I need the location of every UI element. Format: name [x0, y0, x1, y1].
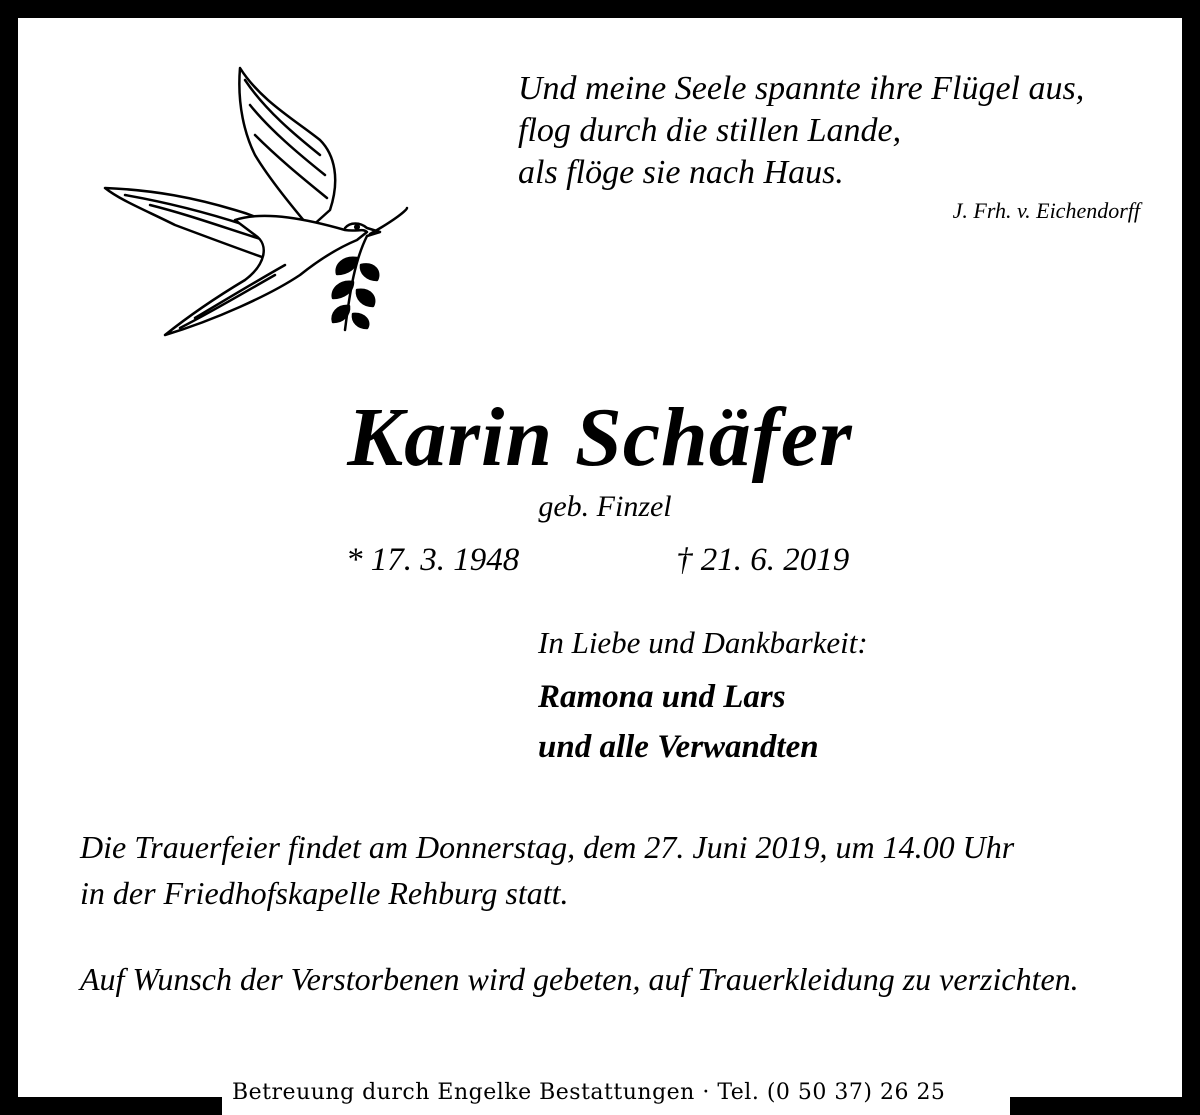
- quote: [518, 68, 1158, 194]
- quote-line: Und meine Seele spannte ihre Flügel aus,: [518, 70, 1085, 107]
- service-line: in der Friedhofskapelle Rehburg statt.: [80, 875, 569, 911]
- quote-author: J. Frh. v. Eichendorff: [952, 198, 1140, 223]
- border-right: [1182, 0, 1200, 1115]
- funeral-home-footer: Betreuung durch Engelke Bestattungen · Tel. (0 50 37) 26 25: [232, 1080, 946, 1105]
- border-bottom-left: [0, 1097, 222, 1115]
- birth-date: * 17. 3. 1948: [346, 542, 520, 578]
- mourner-line: Ramona und Lars: [538, 679, 786, 715]
- mourners-intro: In Liebe und Dankbarkeit:: [538, 625, 868, 660]
- mourners-names: [538, 672, 819, 772]
- deceased-name: Karin Schäfer: [347, 391, 853, 484]
- clothing-request: Auf Wunsch der Verstorbenen wird gebeten, auf Trauerkleidung zu verzichten.: [80, 961, 1079, 997]
- mourner-line: und alle Verwandten: [538, 729, 819, 765]
- border-bottom-right: [1010, 1097, 1200, 1115]
- service-line: Die Trauerfeier findet am Donnerstag, dem 27. Juni 2019, um 14.00 Uhr: [80, 829, 1015, 865]
- border-left: [0, 0, 18, 1115]
- quote-line: als flöge sie nach Haus.: [518, 154, 844, 191]
- quote-line: flog durch die stillen Lande,: [518, 112, 902, 149]
- birth-name: geb. Finzel: [538, 490, 672, 523]
- funeral-service-info: [80, 824, 1140, 916]
- death-date: † 21. 6. 2019: [676, 542, 850, 578]
- border-top: [0, 0, 1200, 18]
- dove-with-olive-branch-icon: [95, 60, 415, 345]
